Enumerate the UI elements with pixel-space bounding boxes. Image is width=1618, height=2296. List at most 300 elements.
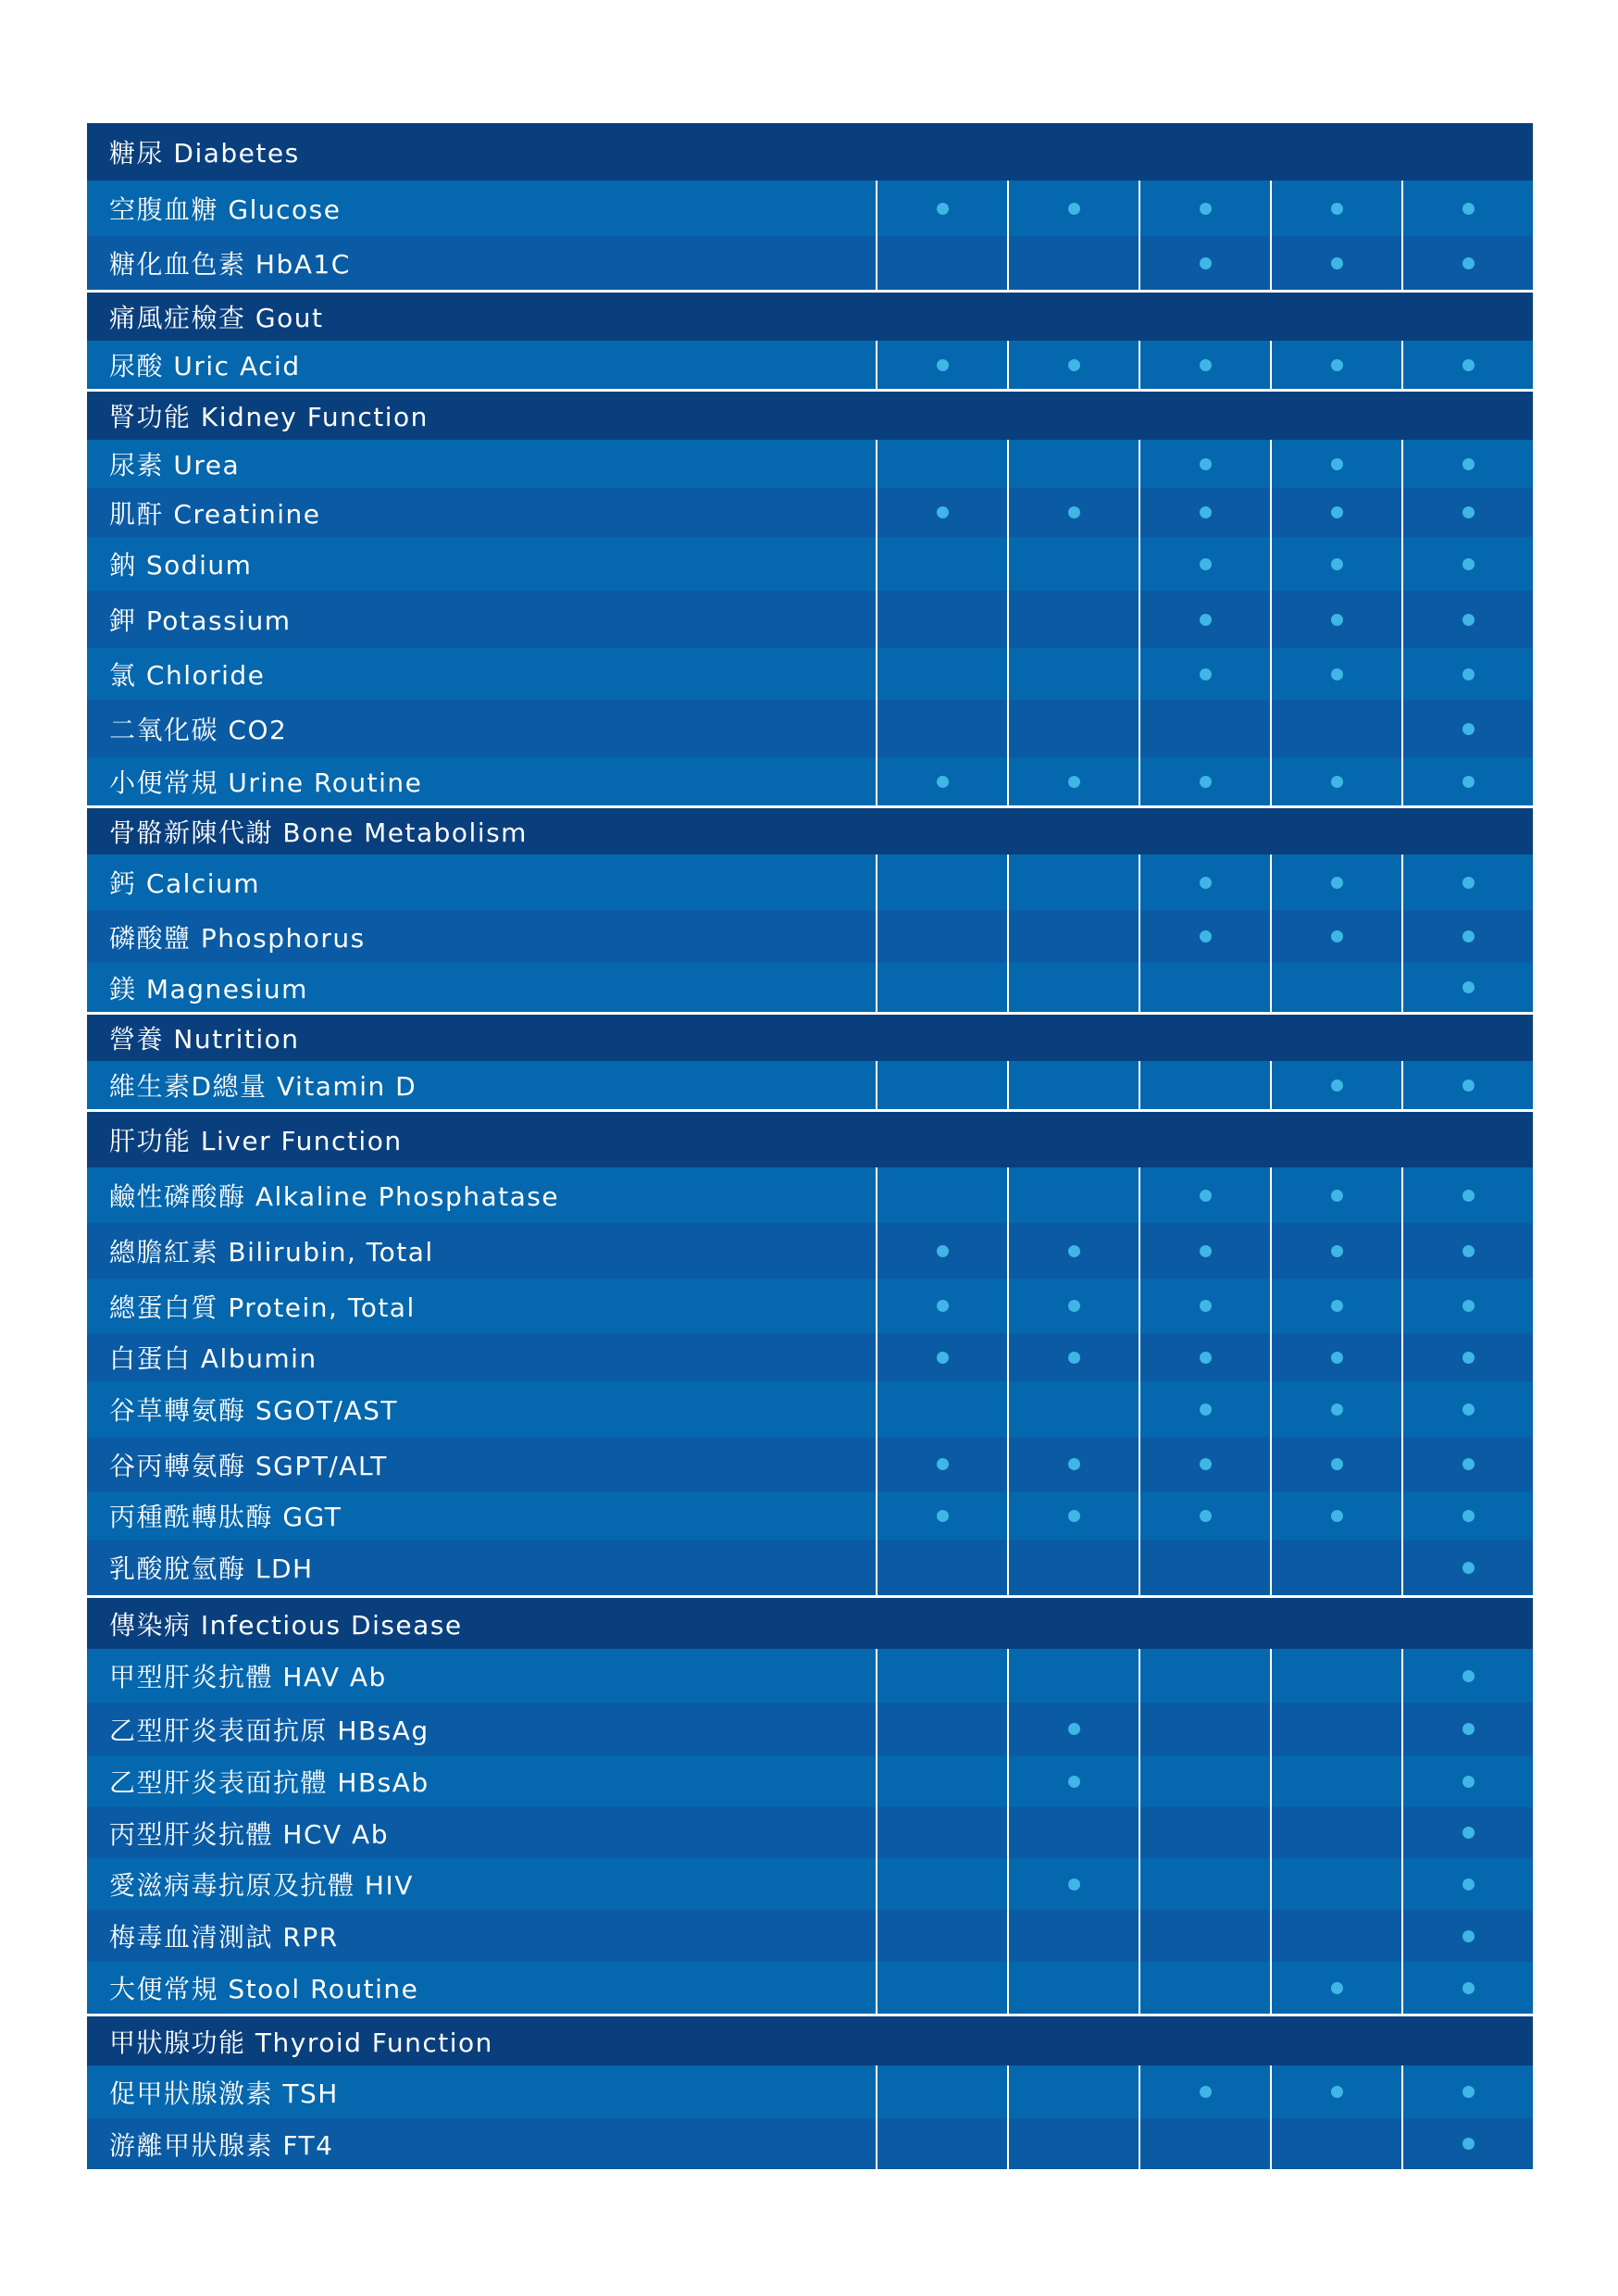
- package-cell-1: [876, 963, 1007, 1012]
- table-row: [87, 757, 1533, 805]
- included-dot-icon: [1462, 203, 1475, 215]
- package-cell-4: [1270, 1962, 1401, 2014]
- section-header: 骨骼新陳代謝 Bone Metabolism: [87, 808, 1533, 855]
- package-cell-5: [1401, 591, 1533, 648]
- package-cell-5: [1401, 537, 1533, 591]
- package-cell-2: [1007, 855, 1139, 910]
- table-row: [87, 963, 1533, 1012]
- package-cell-5: [1401, 1910, 1533, 1962]
- included-dot-icon: [1331, 558, 1343, 570]
- package-cell-4: [1270, 488, 1401, 537]
- package-cell-3: [1139, 591, 1270, 648]
- package-cell-4: [1270, 1755, 1401, 1807]
- package-cell-4: [1270, 440, 1401, 488]
- test-name: 總蛋白質 Protein, Total: [109, 1292, 416, 1323]
- package-cell-5: [1401, 488, 1533, 537]
- included-dot-icon: [1462, 1458, 1475, 1470]
- package-cell-3: [1139, 855, 1270, 910]
- included-dot-icon: [1200, 558, 1212, 570]
- package-cell-5: [1401, 1807, 1533, 1858]
- package-cell-5: [1401, 1437, 1533, 1491]
- included-dot-icon: [1462, 1562, 1475, 1574]
- package-cell-2: [1007, 537, 1139, 591]
- package-cell-4: [1270, 181, 1401, 236]
- package-cell-2: [1007, 2118, 1139, 2169]
- included-dot-icon: [1200, 930, 1212, 942]
- test-name: 梅毒血清測試 RPR: [109, 1922, 339, 1953]
- package-cell-3: [1139, 1381, 1270, 1437]
- package-cell-2: [1007, 236, 1139, 290]
- section-header: 傳染病 Infectious Disease: [87, 1598, 1533, 1649]
- included-dot-icon: [1200, 877, 1212, 889]
- package-cell-1: [876, 1061, 1007, 1109]
- package-cell-2: [1007, 1540, 1139, 1595]
- included-dot-icon: [1331, 877, 1343, 889]
- package-cell-5: [1401, 700, 1533, 757]
- included-dot-icon: [1462, 1878, 1475, 1890]
- package-cell-4: [1270, 855, 1401, 910]
- package-cell-2: [1007, 1061, 1139, 1109]
- package-cell-3: [1139, 910, 1270, 963]
- package-cell-3: [1139, 440, 1270, 488]
- section: [87, 808, 1533, 1012]
- included-dot-icon: [1462, 1827, 1475, 1839]
- package-cell-2: [1007, 181, 1139, 236]
- package-cell-4: [1270, 1858, 1401, 1910]
- package-cell-4: [1270, 1910, 1401, 1962]
- included-dot-icon: [1200, 1352, 1212, 1364]
- package-cell-5: [1401, 1703, 1533, 1755]
- test-name: 游離甲狀腺素 FT4: [109, 2129, 334, 2161]
- test-name: 丙種酰轉肽酶 GGT: [109, 1502, 342, 1532]
- package-cell-4: [1270, 1167, 1401, 1223]
- table-row: [87, 1910, 1533, 1962]
- test-name: 谷丙轉氨酶 SGPT/ALT: [109, 1450, 388, 1481]
- package-cell-3: [1139, 1223, 1270, 1279]
- table-row: [87, 1381, 1533, 1437]
- included-dot-icon: [1331, 2086, 1343, 2098]
- package-cell-3: [1139, 1491, 1270, 1540]
- package-cell-2: [1007, 757, 1139, 805]
- test-name: 空腹血糖 Glucose: [109, 194, 342, 225]
- section-header: 痛風症檢查 Gout: [87, 293, 1533, 341]
- package-cell-3: [1139, 1061, 1270, 1109]
- test-name: 肌酐 Creatinine: [109, 498, 321, 530]
- package-cell-5: [1401, 1540, 1533, 1595]
- table-row: [87, 1491, 1533, 1540]
- package-cell-2: [1007, 2065, 1139, 2118]
- included-dot-icon: [1462, 723, 1475, 735]
- package-cell-4: [1270, 648, 1401, 700]
- package-cell-1: [876, 591, 1007, 648]
- included-dot-icon: [1462, 1352, 1475, 1364]
- section: [87, 1112, 1533, 1595]
- included-dot-icon: [1068, 1458, 1080, 1470]
- package-cell-1: [876, 440, 1007, 488]
- package-cell-2: [1007, 1649, 1139, 1703]
- included-dot-icon: [1331, 930, 1343, 942]
- included-dot-icon: [1462, 506, 1475, 518]
- package-cell-3: [1139, 1807, 1270, 1858]
- package-cell-4: [1270, 757, 1401, 805]
- table-row: [87, 181, 1533, 236]
- table-row: [87, 1649, 1533, 1703]
- included-dot-icon: [1462, 1510, 1475, 1522]
- included-dot-icon: [1462, 1723, 1475, 1735]
- package-cell-5: [1401, 757, 1533, 805]
- test-name: 乳酸脫氫酶 LDH: [109, 1554, 314, 1584]
- included-dot-icon: [1462, 1404, 1475, 1416]
- section: [87, 1015, 1533, 1109]
- table-row: [87, 341, 1533, 389]
- package-cell-2: [1007, 910, 1139, 963]
- package-cell-5: [1401, 963, 1533, 1012]
- package-cell-1: [876, 910, 1007, 963]
- included-dot-icon: [1331, 1510, 1343, 1522]
- package-cell-1: [876, 341, 1007, 389]
- package-cell-1: [876, 1649, 1007, 1703]
- included-dot-icon: [1462, 930, 1475, 942]
- package-cell-1: [876, 700, 1007, 757]
- included-dot-icon: [1068, 1245, 1080, 1257]
- test-name: 乙型肝炎表面抗體 HBsAb: [109, 1767, 429, 1798]
- package-cell-1: [876, 1962, 1007, 2014]
- table-row: [87, 910, 1533, 963]
- included-dot-icon: [1331, 1245, 1343, 1257]
- table-row: [87, 1167, 1533, 1223]
- included-dot-icon: [1462, 776, 1475, 788]
- package-cell-2: [1007, 963, 1139, 1012]
- included-dot-icon: [1462, 1670, 1475, 1682]
- included-dot-icon: [1331, 257, 1343, 269]
- section: [87, 293, 1533, 389]
- package-cell-1: [876, 1491, 1007, 1540]
- package-cell-2: [1007, 1703, 1139, 1755]
- section: [87, 123, 1533, 290]
- package-cell-4: [1270, 1540, 1401, 1595]
- included-dot-icon: [1200, 1458, 1212, 1470]
- test-name: 二氧化碳 CO2: [109, 715, 288, 745]
- included-dot-icon: [1462, 1776, 1475, 1788]
- package-cell-4: [1270, 236, 1401, 290]
- included-dot-icon: [937, 359, 949, 371]
- included-dot-icon: [1200, 506, 1212, 518]
- package-cell-5: [1401, 341, 1533, 389]
- test-name: 磷酸鹽 Phosphorus: [109, 922, 366, 954]
- included-dot-icon: [1331, 1352, 1343, 1364]
- table-row: [87, 1858, 1533, 1910]
- package-cell-3: [1139, 1755, 1270, 1807]
- included-dot-icon: [937, 1458, 949, 1470]
- section-header: 腎功能 Kidney Function: [87, 392, 1533, 440]
- package-cell-1: [876, 1540, 1007, 1595]
- test-name: 尿酸 Uric Acid: [109, 351, 301, 381]
- test-name: 鈉 Sodium: [109, 550, 253, 580]
- package-cell-3: [1139, 1858, 1270, 1910]
- package-cell-1: [876, 1858, 1007, 1910]
- package-cell-2: [1007, 1223, 1139, 1279]
- package-cell-1: [876, 1703, 1007, 1755]
- included-dot-icon: [1331, 359, 1343, 371]
- included-dot-icon: [1462, 877, 1475, 889]
- test-name: 鎂 Magnesium: [109, 973, 308, 1004]
- table-row: [87, 1061, 1533, 1109]
- included-dot-icon: [1462, 1190, 1475, 1202]
- included-dot-icon: [1068, 1723, 1080, 1735]
- package-cell-4: [1270, 1333, 1401, 1381]
- package-cell-2: [1007, 1755, 1139, 1807]
- package-cell-4: [1270, 1491, 1401, 1540]
- test-name: 小便常規 Urine Routine: [109, 767, 423, 798]
- included-dot-icon: [1068, 1510, 1080, 1522]
- included-dot-icon: [1331, 1300, 1343, 1312]
- package-cell-5: [1401, 1491, 1533, 1540]
- package-cell-4: [1270, 963, 1401, 1012]
- test-name: 乙型肝炎表面抗原 HBsAg: [109, 1715, 429, 1746]
- included-dot-icon: [1331, 668, 1343, 680]
- included-dot-icon: [1200, 614, 1212, 626]
- test-name: 氯 Chloride: [109, 660, 266, 691]
- package-cell-1: [876, 2118, 1007, 2169]
- included-dot-icon: [1200, 1404, 1212, 1416]
- test-name: 大便常規 Stool Routine: [109, 1974, 419, 2004]
- included-dot-icon: [1462, 981, 1475, 993]
- package-cell-1: [876, 537, 1007, 591]
- included-dot-icon: [1462, 458, 1475, 470]
- package-cell-3: [1139, 1279, 1270, 1333]
- package-cell-5: [1401, 1279, 1533, 1333]
- table-row: [87, 1223, 1533, 1279]
- included-dot-icon: [1200, 1245, 1212, 1257]
- test-package-table: [87, 123, 1533, 2169]
- included-dot-icon: [1200, 1510, 1212, 1522]
- package-cell-5: [1401, 181, 1533, 236]
- package-cell-2: [1007, 1381, 1139, 1437]
- table-row: [87, 440, 1533, 488]
- table-row: [87, 1333, 1533, 1381]
- package-cell-4: [1270, 1807, 1401, 1858]
- included-dot-icon: [1068, 1300, 1080, 1312]
- table-row: [87, 236, 1533, 290]
- package-cell-5: [1401, 2118, 1533, 2169]
- table-row: [87, 537, 1533, 591]
- package-cell-4: [1270, 1703, 1401, 1755]
- package-cell-3: [1139, 537, 1270, 591]
- included-dot-icon: [1068, 1776, 1080, 1788]
- table-row: [87, 2118, 1533, 2169]
- section: [87, 392, 1533, 805]
- included-dot-icon: [1200, 458, 1212, 470]
- package-cell-4: [1270, 1061, 1401, 1109]
- package-cell-2: [1007, 440, 1139, 488]
- test-name: 愛滋病毒抗原及抗體 HIV: [109, 1870, 414, 1901]
- package-cell-2: [1007, 1437, 1139, 1491]
- package-cell-3: [1139, 1910, 1270, 1962]
- package-cell-2: [1007, 1167, 1139, 1223]
- test-name: 丙型肝炎抗體 HCV Ab: [109, 1818, 389, 1850]
- included-dot-icon: [1462, 1300, 1475, 1312]
- package-cell-5: [1401, 1381, 1533, 1437]
- package-cell-5: [1401, 1333, 1533, 1381]
- section: [87, 2016, 1533, 2169]
- package-cell-5: [1401, 855, 1533, 910]
- included-dot-icon: [1200, 359, 1212, 371]
- included-dot-icon: [1462, 1982, 1475, 1994]
- package-cell-2: [1007, 488, 1139, 537]
- included-dot-icon: [1331, 203, 1343, 215]
- table-row: [87, 1807, 1533, 1858]
- package-cell-5: [1401, 1962, 1533, 2014]
- package-cell-4: [1270, 1437, 1401, 1491]
- package-cell-3: [1139, 963, 1270, 1012]
- package-cell-4: [1270, 2118, 1401, 2169]
- table-row: [87, 488, 1533, 537]
- included-dot-icon: [1068, 203, 1080, 215]
- package-cell-3: [1139, 488, 1270, 537]
- included-dot-icon: [1331, 1079, 1343, 1092]
- included-dot-icon: [1462, 359, 1475, 371]
- package-cell-5: [1401, 910, 1533, 963]
- package-cell-5: [1401, 2065, 1533, 2118]
- package-cell-2: [1007, 1333, 1139, 1381]
- package-cell-2: [1007, 1279, 1139, 1333]
- package-cell-2: [1007, 1491, 1139, 1540]
- section-header: 營養 Nutrition: [87, 1015, 1533, 1061]
- package-cell-2: [1007, 1858, 1139, 1910]
- table-row: [87, 700, 1533, 757]
- included-dot-icon: [1331, 1404, 1343, 1416]
- included-dot-icon: [1462, 257, 1475, 269]
- package-cell-2: [1007, 591, 1139, 648]
- test-name: 促甲狀腺激素 TSH: [109, 2078, 339, 2109]
- package-cell-1: [876, 2065, 1007, 2118]
- test-name: 鈣 Calcium: [109, 868, 261, 899]
- package-cell-3: [1139, 236, 1270, 290]
- test-name: 維生素D總量 Vitamin D: [109, 1071, 417, 1102]
- included-dot-icon: [937, 1510, 949, 1522]
- included-dot-icon: [1068, 1352, 1080, 1364]
- included-dot-icon: [1331, 1458, 1343, 1470]
- package-cell-3: [1139, 1333, 1270, 1381]
- package-cell-1: [876, 855, 1007, 910]
- included-dot-icon: [1200, 776, 1212, 788]
- included-dot-icon: [1200, 2086, 1212, 2098]
- included-dot-icon: [1200, 257, 1212, 269]
- package-cell-3: [1139, 757, 1270, 805]
- package-cell-4: [1270, 1223, 1401, 1279]
- included-dot-icon: [937, 776, 949, 788]
- package-cell-3: [1139, 1649, 1270, 1703]
- package-cell-1: [876, 1437, 1007, 1491]
- section-header: 糖尿 Diabetes: [87, 123, 1533, 181]
- package-cell-1: [876, 1755, 1007, 1807]
- package-cell-3: [1139, 648, 1270, 700]
- package-cell-3: [1139, 1167, 1270, 1223]
- package-cell-4: [1270, 910, 1401, 963]
- package-cell-3: [1139, 2118, 1270, 2169]
- table-row: [87, 1703, 1533, 1755]
- package-cell-5: [1401, 1649, 1533, 1703]
- package-cell-2: [1007, 700, 1139, 757]
- package-cell-1: [876, 1279, 1007, 1333]
- included-dot-icon: [1462, 614, 1475, 626]
- package-cell-1: [876, 488, 1007, 537]
- package-cell-4: [1270, 1381, 1401, 1437]
- included-dot-icon: [1331, 458, 1343, 470]
- table-row: [87, 2065, 1533, 2118]
- included-dot-icon: [1462, 2138, 1475, 2150]
- included-dot-icon: [937, 1352, 949, 1364]
- package-cell-4: [1270, 2065, 1401, 2118]
- table-row: [87, 1279, 1533, 1333]
- included-dot-icon: [1462, 2086, 1475, 2098]
- table-row: [87, 1755, 1533, 1807]
- package-cell-1: [876, 236, 1007, 290]
- test-name: 鉀 Potassium: [109, 605, 292, 636]
- package-cell-3: [1139, 2065, 1270, 2118]
- package-cell-4: [1270, 700, 1401, 757]
- package-cell-2: [1007, 1962, 1139, 2014]
- test-name: 總膽紅素 Bilirubin, Total: [109, 1237, 434, 1267]
- included-dot-icon: [1200, 668, 1212, 680]
- package-cell-5: [1401, 1223, 1533, 1279]
- package-cell-3: [1139, 700, 1270, 757]
- table-row: [87, 648, 1533, 700]
- test-name: 甲型肝炎抗體 HAV Ab: [109, 1662, 387, 1692]
- package-cell-4: [1270, 537, 1401, 591]
- package-cell-1: [876, 1223, 1007, 1279]
- package-cell-4: [1270, 591, 1401, 648]
- package-cell-2: [1007, 1807, 1139, 1858]
- included-dot-icon: [1462, 558, 1475, 570]
- included-dot-icon: [1200, 1190, 1212, 1202]
- package-cell-5: [1401, 1167, 1533, 1223]
- package-cell-2: [1007, 341, 1139, 389]
- package-cell-3: [1139, 1540, 1270, 1595]
- package-cell-4: [1270, 341, 1401, 389]
- package-cell-5: [1401, 236, 1533, 290]
- package-cell-1: [876, 1167, 1007, 1223]
- included-dot-icon: [937, 1300, 949, 1312]
- included-dot-icon: [1331, 1190, 1343, 1202]
- package-cell-1: [876, 181, 1007, 236]
- included-dot-icon: [1200, 203, 1212, 215]
- included-dot-icon: [1331, 506, 1343, 518]
- package-cell-5: [1401, 440, 1533, 488]
- included-dot-icon: [1462, 1079, 1475, 1092]
- included-dot-icon: [1068, 359, 1080, 371]
- table-row: [87, 855, 1533, 910]
- package-cell-5: [1401, 1858, 1533, 1910]
- package-cell-3: [1139, 341, 1270, 389]
- section-header: 甲狀腺功能 Thyroid Function: [87, 2016, 1533, 2065]
- included-dot-icon: [1462, 668, 1475, 680]
- table-row: [87, 1962, 1533, 2014]
- package-cell-3: [1139, 1703, 1270, 1755]
- package-cell-3: [1139, 1437, 1270, 1491]
- package-cell-5: [1401, 1755, 1533, 1807]
- test-name: 鹼性磷酸酶 Alkaline Phosphatase: [109, 1181, 560, 1212]
- included-dot-icon: [937, 1245, 949, 1257]
- included-dot-icon: [1200, 1300, 1212, 1312]
- test-name: 谷草轉氨酶 SGOT/AST: [109, 1395, 398, 1426]
- package-cell-1: [876, 1910, 1007, 1962]
- test-name: 尿素 Urea: [109, 450, 241, 480]
- package-cell-2: [1007, 1910, 1139, 1962]
- included-dot-icon: [1331, 776, 1343, 788]
- included-dot-icon: [1462, 1930, 1475, 1942]
- included-dot-icon: [1331, 1982, 1343, 1994]
